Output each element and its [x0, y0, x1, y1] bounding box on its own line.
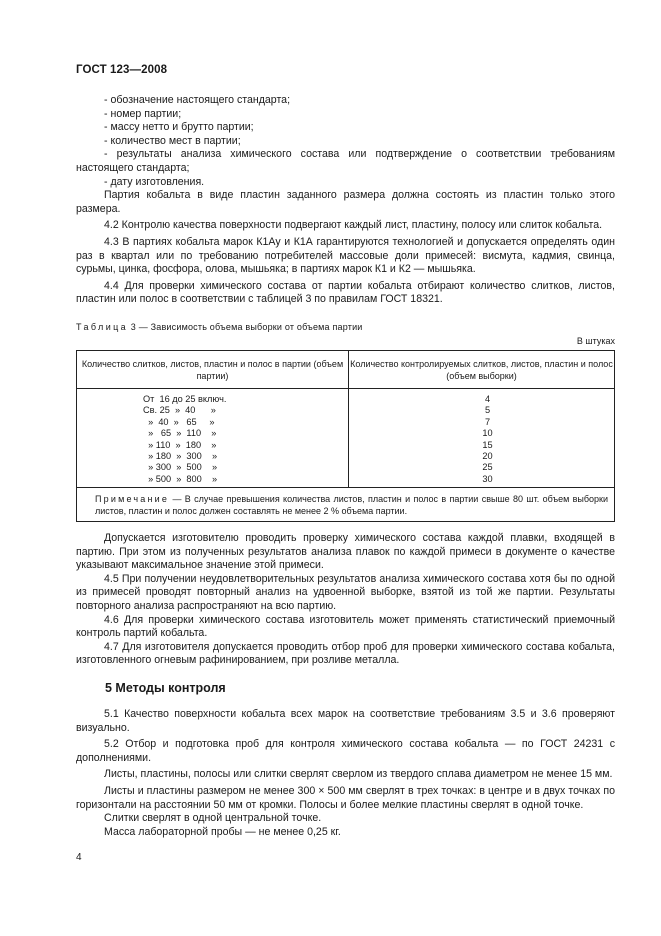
table-caption-text: 3 — Зависимость объема выборки от объема партии — [128, 322, 363, 332]
paragraph: Партия кобальта в виде пластин заданного размера должна состоять из пластин только этого размера. — [76, 189, 615, 215]
table-cell-range: Св. 25 » 40 » — [143, 405, 216, 416]
paragraph-4-5: 4.5 При получении неудовлетворительных результатов анализа химического состава хотя бы по одной из примесей проводят повторный анализ на удвоенной выборке, взятой из той же партии. Результаты повторного анализа распространяют на всю партию. — [76, 572, 615, 612]
table-column-lot-ranges — [77, 389, 349, 488]
table-cell-sample: 30 — [482, 473, 493, 484]
list-item: - дату изготовления. — [104, 175, 205, 188]
table-cell-sample: 5 — [484, 405, 491, 416]
paragraph: Масса лабораторной пробы — не менее 0,25 кг. — [104, 825, 341, 838]
paragraph-5-2: 5.2 Отбор и подготовка проб для контроля химического состава кобальта — по ГОСТ 24231 с дополнениями. — [76, 738, 615, 764]
list-item: - номер партии; — [104, 107, 182, 120]
table-cell-sample: 7 — [484, 416, 491, 427]
table-note — [77, 488, 615, 522]
table-cell-sample: 4 — [484, 394, 491, 404]
paragraph-5-1: 5.1 Качество поверхности кобальта всех марок на соответствие требованиям 3.5 и 3.6 проверяют визуально. — [76, 708, 615, 734]
table-header-sample-size: Количество контролируемых слитков, листов, пластин и полос (объем выборки) — [349, 351, 615, 389]
document-header: ГОСТ 123—2008 — [76, 64, 168, 76]
paragraph-4-3: 4.3 В партиях кобальта марок К1Ау и К1А гарантируются технологией и допускается определять один раз в квартал или по требованию потребителей массовые доли примесей: висмута, кадмия, свинца, сурьмы, цинка, фосфора, олова, мышьяка; в партиях марок К1 и К2 — мышьяка. — [76, 235, 615, 276]
table-cell-range: От 16 до 25 включ. — [143, 394, 227, 404]
section-title: 5 Методы контроля — [105, 681, 226, 695]
paragraph: Допускается изготовителю проводить проверку химического состава каждой плавки, входящей в партию. При этом из полученных результатов анализа плавок по каждой примеси в документе о качестве указывают максимальное значение этой примеси. — [76, 532, 615, 572]
table-cell-sample: 20 — [482, 450, 493, 461]
paragraph-4-7: 4.7 Для изготовителя допускается проводить отбор проб для проверки химического состава кобальта, изготовленного огневым рафинированием, при розливе металла. — [76, 640, 615, 667]
table-cell-range: » 110 » 180 » — [143, 439, 217, 450]
text-block-2 — [76, 532, 615, 668]
paragraph-4-6: 4.6 Для проверки химического состава изготовитель может применять статистический приемочный контроль партий кобальта. — [76, 613, 615, 640]
list-item: - обозначение настоящего стандарта; — [104, 94, 291, 106]
table-header-lot-size: Количество слитков, листов, пластин и полос в партии (объем партии) — [77, 351, 349, 389]
table-cell-sample: 10 — [482, 428, 493, 439]
table-cell-range: » 300 » 500 » — [143, 462, 218, 473]
paragraph: Слитки сверлят в одной центральной точке. — [104, 812, 322, 825]
paragraph: Листы и пластины размером не менее 300 × 500 мм сверлят в трех точках: в центре и в двух точках по горизонтали на расстоянии 50 мм от кромки. Полосы и более мелкие пластины сверлят в одной точке. — [76, 784, 615, 811]
paragraph: Листы, пластины, полосы или слитки сверлят сверлом из твердого сплава диаметром не менее 15 мм. — [104, 768, 613, 781]
page-number: 4 — [76, 852, 82, 863]
table-caption-prefix: Таблица — [76, 322, 129, 332]
list-item: - количество мест в партии; — [104, 134, 241, 147]
table-cell-range: » 65 » 110 » — [143, 428, 217, 439]
table-cell-sample: 25 — [482, 462, 493, 473]
table-caption — [76, 322, 363, 332]
table-note-prefix: Примечание — [95, 494, 170, 505]
sample-size-table — [76, 350, 615, 522]
text-block-3 — [76, 708, 615, 839]
table-cell-range: » 180 » 300 » — [143, 450, 218, 461]
text-block-1 — [76, 94, 615, 307]
table-cell-range: » 40 » 65 » — [143, 416, 215, 427]
table-units: В штуках — [576, 336, 615, 346]
list-item: - массу нетто и брутто партии; — [104, 121, 254, 134]
table-column-sample-counts — [349, 389, 615, 488]
table-note-text: — В случае превышения количества листов, пластин и полос в партии свыше 80 шт. объем выборки листов, пластин и полос должен составлять не менее 2 % объема партии. — [95, 494, 608, 517]
table-cell-sample: 15 — [482, 439, 493, 450]
paragraph-4-2: 4.2 Контролю качества поверхности подвергают каждый лист, пластину, полосу или слиток кобальта. — [104, 219, 603, 232]
paragraph-4-4: 4.4 Для проверки химического состава от партии кобальта отбирают количество слитков, листов, пластин или полос в соответствии с таблицей 3 по правилам ГОСТ 18321. — [76, 279, 615, 306]
list-item: - результаты анализа химического состава или подтверждение о соответствии требованиям настоящего стандарта; — [76, 148, 615, 174]
table-cell-range: » 500 » 800 » — [143, 473, 218, 484]
